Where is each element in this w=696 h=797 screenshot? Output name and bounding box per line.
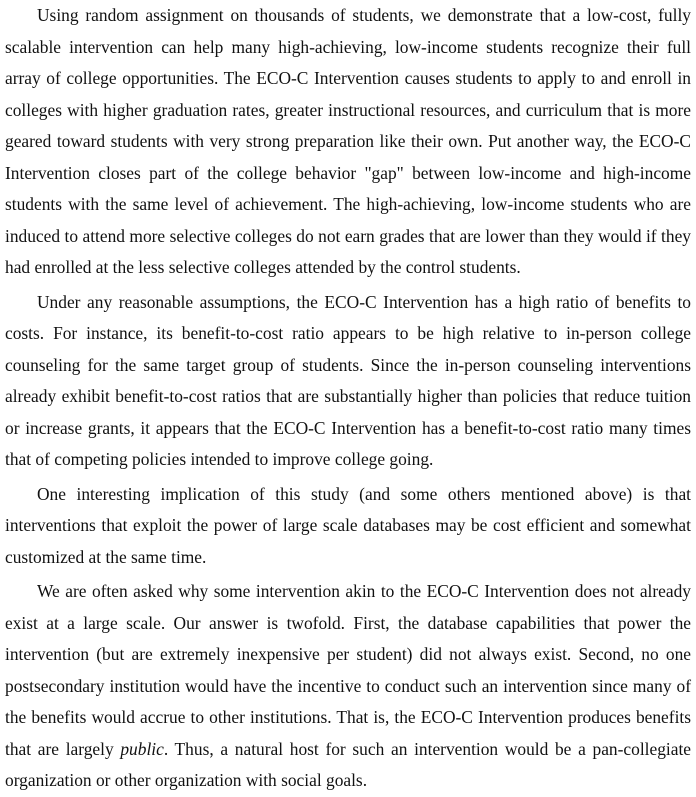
paragraph-implication: One interesting implication of this study (and some others mentioned above) is that interventions that exploit the power of large scale databases may be cost efficient and somewhat customized at the same time. — [5, 483, 691, 567]
document-page — [5, 0, 691, 797]
emphasized-word: public — [120, 738, 164, 759]
paragraph-text-before-emphasis: We are often asked why some intervention akin to the ECO-C Intervention does not already exist at a large scale. Our answer is twofold. First, the database capabilities that power the intervention (but are extremely inexpensive per student) did not always exist. Second, no one postsecondary institution would have the incentive to conduct such an intervention since many of the benefits would accrue to other institutions. That is, the ECO-C Intervention produces benefits that are largely — [5, 581, 691, 759]
paragraph-results-summary: Using random assignment on thousands of students, we demonstrate that a low-cost, fully scalable intervention can help many high-achieving, low-income students recognize their full array of college opportunities. The ECO-C Intervention causes students to apply to and enroll in colleges with higher graduation rates, greater instructional resources, and curriculum that is more geared toward students with very strong preparation like their own. Put another way, the ECO-C Intervention closes part of the college behavior "gap" between low-income and high-income students with the same level of achievement. The high-achieving, low-income students who are induced to attend more selective colleges do not earn grades that are lower than they would if they had enrolled at the less selective colleges attended by the control students. — [5, 5, 691, 277]
paragraph-text-after-emphasis: . Thus, a natural host for such an intervention would be a pan-collegiate organization or other organization with social goals. — [5, 738, 691, 790]
paragraph-why-not-exist — [5, 576, 691, 797]
paragraph-benefit-cost: Under any reasonable assumptions, the ECO-C Intervention has a high ratio of benefits to costs. For instance, its benefit-to-cost ratio appears to be high relative to in-person college counseling for the same target group of students. Since the in-person counseling interventions already exhibit benefit-to-cost ratios that are substantially higher than policies that reduce tuition or increase grants, it appears that the ECO-C Intervention has a benefit-to-cost ratio many times that of competing policies intended to improve college going. — [5, 291, 691, 469]
